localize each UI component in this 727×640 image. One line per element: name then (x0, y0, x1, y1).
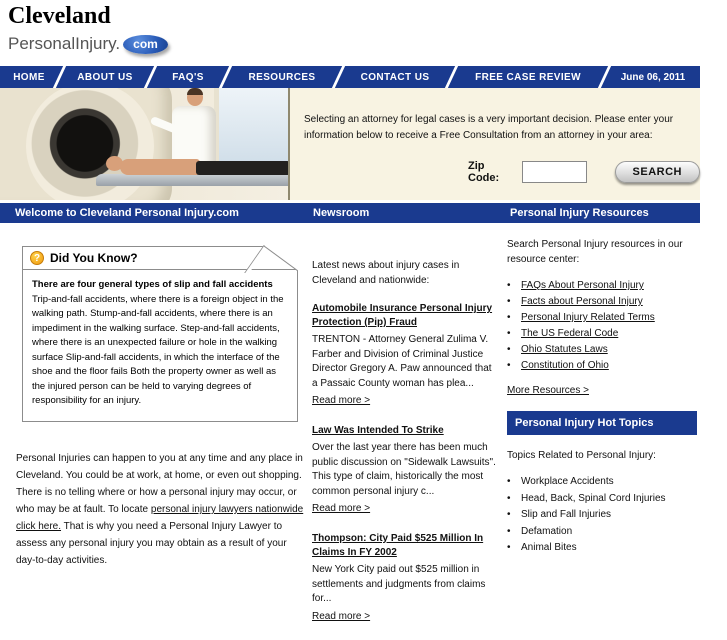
newsroom-intro: Latest news about injury cases in Cleveland and nationwide: (312, 260, 460, 286)
list-item (507, 540, 703, 557)
topic-workplace-accidents: Workplace Accidents (521, 476, 614, 487)
photo-window-shape (214, 88, 288, 168)
resource-link-related-terms[interactable]: Personal Injury Related Terms (521, 312, 655, 323)
resource-link-ohio-statutes[interactable]: Ohio Statutes Laws (521, 344, 608, 355)
read-more-link[interactable]: Read more > (312, 610, 371, 622)
welcome-text-before: Personal Injuries can happen to you at any time and any place in Cleveland. You could be at work, at home, or even out shopping. There is no telling where or how a personal injury may occur, or who may be at fault. To locate (16, 453, 303, 515)
bullet-icon: • (507, 280, 511, 291)
list-item (507, 474, 703, 491)
list-item (507, 342, 703, 358)
bullet-icon: • (507, 328, 511, 339)
consultation-intro-text: Selecting an attorney for legal cases is a very important decision. Please enter your information below to receive a Free Consultation from an attorney in your area: (304, 114, 674, 141)
news-item (312, 532, 499, 624)
did-you-know-lead: There are four general types of slip and fall accidents (32, 279, 273, 290)
nav-item-resources[interactable]: RESOURCES (248, 71, 316, 83)
read-more-link[interactable]: Read more > (312, 503, 371, 514)
section-header-bar (0, 203, 700, 223)
list-item (507, 326, 703, 342)
logo-brand-text: PersonalInjury. (8, 34, 121, 53)
bullet-icon: • (507, 525, 511, 537)
news-item (312, 302, 499, 408)
list-item (507, 278, 703, 294)
newsroom-column (312, 258, 499, 640)
patient-figure (120, 159, 200, 175)
welcome-text-after: That is why you need a Personal Injury Lawyer to assess any personal injury you may obtain as a result of your day-to-day activities. (16, 521, 287, 566)
question-icon: ? (30, 251, 44, 265)
resources-intro: Search Personal Injury resources in our resource center: (507, 239, 683, 265)
notched-corner-decoration (264, 246, 298, 271)
resource-link-us-federal-code[interactable]: The US Federal Code (521, 328, 619, 339)
list-item (507, 507, 703, 524)
news-title-link[interactable]: Thompson: City Paid $525 Million In Claims In FY 2002 (312, 533, 484, 558)
scanner-bed (96, 174, 290, 186)
nationwide-lawyers-link[interactable]: personal injury lawyers nationwide click here. (16, 504, 304, 532)
patient-legs (196, 161, 290, 175)
did-you-know-body (23, 270, 297, 421)
zip-code-input[interactable] (522, 161, 587, 183)
bullet-icon: • (507, 492, 511, 504)
news-excerpt: Over the last year there has been much public discussion on "Sidewalk Lawsuits". This type of claim, historically the most common personal injury c... (312, 442, 496, 497)
nav-item-about-us[interactable]: ABOUT US (77, 71, 133, 83)
consultation-panel (290, 88, 700, 200)
hot-topics-list (507, 474, 703, 557)
hot-topics-header: Personal Injury Hot Topics (507, 411, 697, 435)
bullet-icon: • (507, 296, 511, 307)
zip-code-label: Zip Code: (468, 160, 500, 184)
bullet-icon: • (507, 476, 511, 487)
nav-item-home[interactable]: HOME (13, 71, 45, 83)
doctor-hair (187, 88, 203, 95)
list-item (507, 310, 703, 326)
more-resources-link[interactable]: More Resources > (507, 385, 589, 396)
hero-photo-mri-scan (0, 88, 290, 200)
topic-slip-and-fall: Slip and Fall Injuries (521, 509, 612, 520)
search-button[interactable]: SEARCH (615, 161, 700, 183)
did-you-know-text: Trip-and-fall accidents, where there is a foreign object in the walking path. Stump-and-fall accidents, where there is an impediment in the walking surface. Step-and-fall accidents, where there is an unexpected failure or hole in the walking surface Slip-and-fall accidents, in which the interface of the shoe and the floor fails Both the property owner as well as the injured person can be held to varying degrees of responsibility for an injury. (32, 293, 284, 406)
resource-link-ohio-constitution[interactable]: Constitution of Ohio (521, 360, 609, 371)
resource-link-faqs[interactable]: FAQs About Personal Injury (521, 280, 644, 291)
list-item (507, 358, 703, 374)
news-excerpt: New York City paid out $525 million in settlements and judgments from claims for... (312, 564, 486, 604)
resources-column (507, 237, 703, 557)
bullet-icon: • (507, 509, 511, 520)
did-you-know-header (23, 247, 297, 270)
nav-item-faqs[interactable]: FAQ'S (172, 71, 204, 83)
bullet-icon: • (507, 542, 511, 553)
logo-com-badge: com (123, 35, 168, 54)
list-item (507, 524, 703, 541)
news-title-link[interactable]: Law Was Intended To Strike (312, 425, 444, 436)
news-item (312, 424, 499, 516)
section-title-newsroom: Newsroom (313, 207, 370, 219)
bullet-icon: • (507, 360, 511, 371)
main-nav (0, 66, 700, 88)
logo-city-text: Cleveland (8, 3, 111, 29)
site-logo[interactable] (8, 2, 168, 54)
hero-section (0, 88, 700, 200)
list-item (507, 491, 703, 508)
list-item (507, 294, 703, 310)
topic-spinal-injuries: Head, Back, Spinal Cord Injuries (521, 492, 666, 504)
nav-item-contact-us[interactable]: CONTACT US (360, 71, 430, 83)
topic-defamation: Defamation (521, 525, 573, 537)
resources-link-list (507, 278, 703, 374)
read-more-link[interactable]: Read more > (312, 395, 371, 406)
welcome-paragraph (16, 450, 304, 569)
did-you-know-box (22, 246, 298, 422)
topic-animal-bites: Animal Bites (521, 542, 577, 553)
did-you-know-title: Did You Know? (50, 251, 138, 265)
nav-item-free-case-review[interactable]: FREE CASE REVIEW (475, 71, 581, 83)
bullet-icon: • (507, 312, 511, 323)
resource-link-facts[interactable]: Facts about Personal Injury (521, 296, 643, 307)
bullet-icon: • (507, 344, 511, 355)
news-excerpt: TRENTON - Attorney General Zulima V. Farber and Division of Criminal Justice Director Gregory A. Paw announced that a Passaic County woman has plea... (312, 334, 492, 389)
section-title-welcome: Welcome to Cleveland Personal Injury.com (15, 207, 239, 219)
hot-topics-intro: Topics Related to Personal Injury: (507, 450, 656, 461)
current-date: June 06, 2011 (620, 71, 686, 83)
news-title-link[interactable]: Automobile Insurance Personal Injury Protection (Pip) Fraud (312, 303, 493, 328)
section-title-resources: Personal Injury Resources (510, 207, 649, 219)
